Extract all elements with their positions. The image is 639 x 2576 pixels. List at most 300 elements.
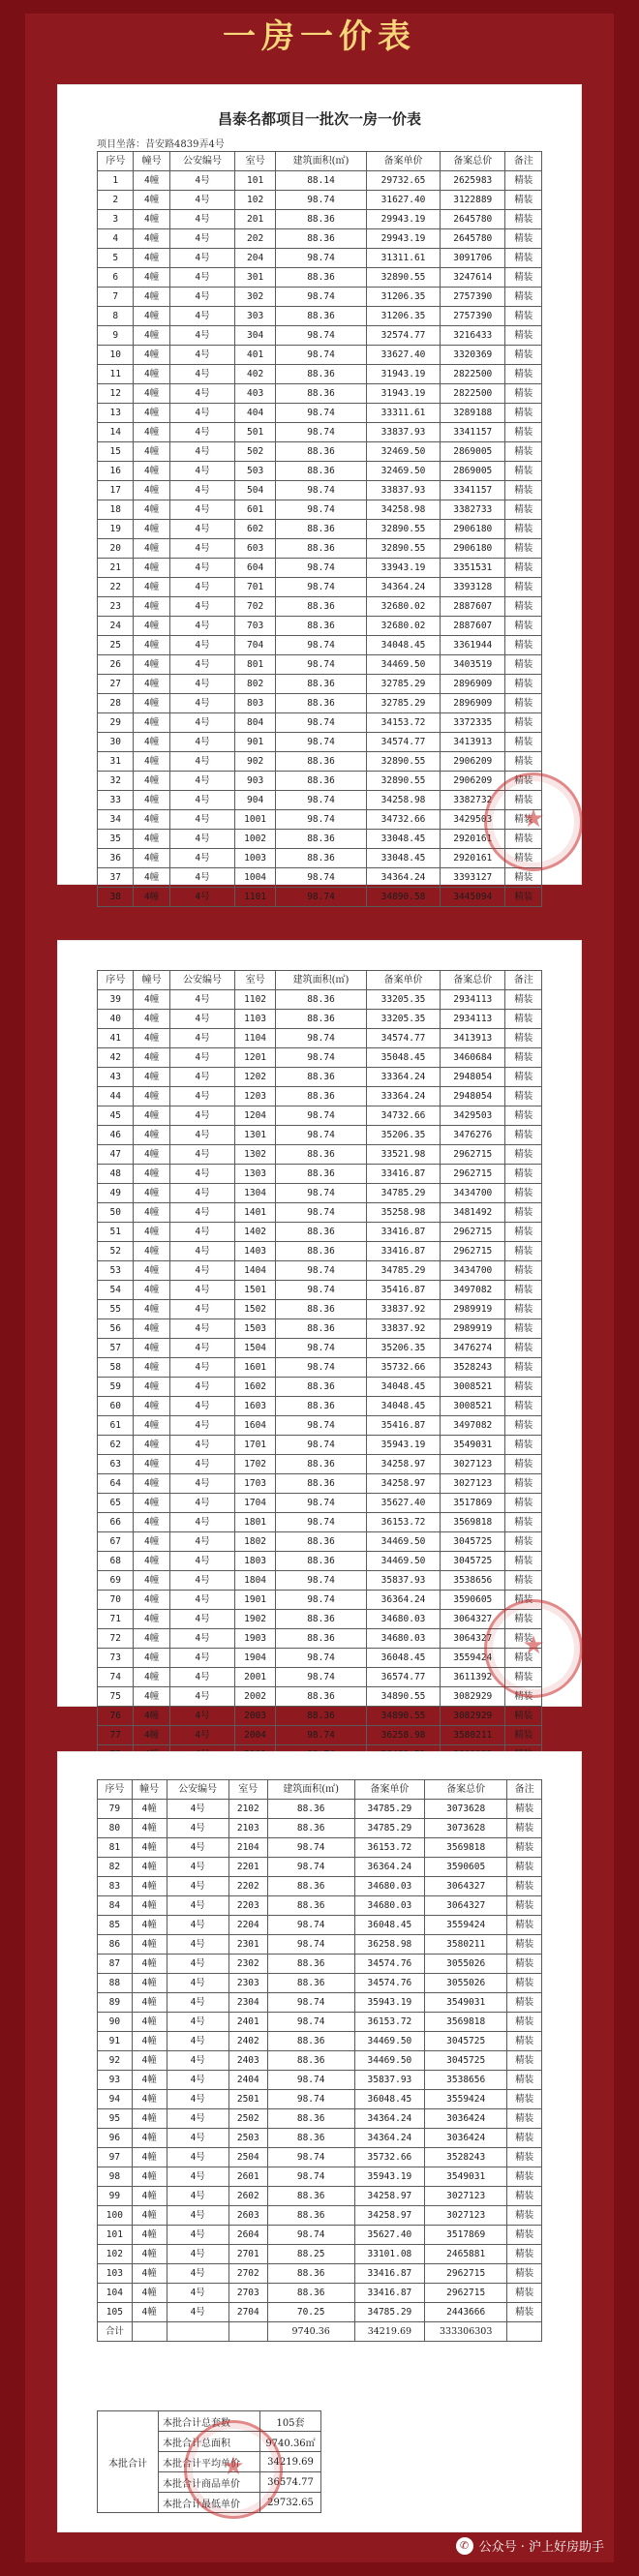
table-cell: 4幢: [134, 1145, 169, 1165]
table-cell: 4号: [169, 442, 234, 462]
table-cell: 303: [235, 307, 276, 326]
table-cell: 精装: [505, 326, 542, 346]
table-cell: 34574.76: [354, 1955, 425, 1974]
table-cell: 精装: [505, 1649, 542, 1668]
table-cell: 33943.19: [367, 559, 441, 578]
table-cell: 34153.72: [367, 713, 441, 733]
table-cell: 1702: [235, 1455, 276, 1474]
table-cell: 98.74: [275, 288, 366, 307]
table-cell: 2934113: [441, 990, 505, 1010]
table-cell: 精装: [505, 288, 542, 307]
table-cell: 1601: [235, 1358, 276, 1378]
official-seal: [184, 2420, 283, 2519]
table-cell: 1203: [235, 1087, 276, 1106]
table-cell: 504: [235, 481, 276, 500]
table-cell: 403: [235, 384, 276, 404]
table-cell: 1001: [235, 810, 276, 830]
summary-row-header: 本批合计: [98, 2411, 159, 2513]
table-cell: 4幢: [132, 2284, 167, 2303]
table-cell: 4幢: [132, 1819, 167, 1838]
table-cell: 2402: [228, 2032, 267, 2051]
table-cell: 36258.98: [367, 1726, 441, 1745]
table-cell: 4幢: [134, 1513, 169, 1532]
table-cell: 3497082: [441, 1281, 505, 1300]
table-row: [98, 520, 542, 539]
table-cell: 98.74: [275, 636, 366, 655]
table-cell: 43: [98, 1068, 134, 1087]
table-cell: 精装: [505, 384, 542, 404]
table-cell: 94: [98, 2090, 133, 2109]
table-cell: 3590605: [441, 1591, 505, 1610]
table-cell: 4幢: [132, 1877, 167, 1896]
table-cell: 2962715: [425, 2264, 507, 2284]
table-cell: 88.36: [267, 1819, 354, 1838]
table-cell: 4号: [169, 1416, 234, 1436]
table-cell: 98.74: [267, 1838, 354, 1858]
table-cell: 3341157: [441, 481, 505, 500]
table-cell: 3580211: [441, 1726, 505, 1745]
table-cell: 29: [98, 713, 134, 733]
table-row: [98, 791, 542, 810]
table-cell: 精装: [507, 1916, 542, 1935]
table-cell: 88.36: [275, 1242, 366, 1261]
table-cell: 34469.50: [367, 655, 441, 675]
table-cell: 32890.55: [367, 520, 441, 539]
table-cell: 4号: [169, 1010, 234, 1029]
column-header: 室号: [235, 152, 276, 171]
table-row: [98, 1687, 542, 1707]
table-cell: 16: [98, 462, 134, 481]
table-cell: 1304: [235, 1184, 276, 1203]
table-cell: 4幢: [134, 1339, 169, 1358]
table-cell: 88.36: [275, 365, 366, 384]
table-cell: 3460684: [441, 1048, 505, 1068]
table-cell: 4幢: [134, 442, 169, 462]
column-header: 公安编号: [167, 1780, 228, 1800]
table-cell: 82: [98, 1858, 133, 1877]
table-cell: 33416.87: [354, 2284, 425, 2303]
table-cell: 88.36: [267, 2032, 354, 2051]
table-cell: 27: [98, 675, 134, 694]
table-row: [98, 578, 542, 597]
table-cell: 2303: [228, 1974, 267, 1993]
table-cell: 36574.77: [367, 1668, 441, 1687]
table-cell: 74: [98, 1668, 134, 1687]
table-cell: 3045725: [425, 2032, 507, 2051]
table-cell: 35732.66: [367, 1358, 441, 1378]
table-cell: 1402: [235, 1223, 276, 1242]
table-cell: 3549031: [425, 1993, 507, 2013]
table-cell: 1703: [235, 1474, 276, 1494]
table-cell: 33521.98: [367, 1145, 441, 1165]
table-cell: 34890.55: [367, 1687, 441, 1707]
table-cell: 精装: [505, 752, 542, 772]
table-cell: 精装: [505, 1010, 542, 1029]
table-cell: 34258.97: [367, 1474, 441, 1494]
table-row: [98, 772, 542, 791]
table-cell: 3036424: [425, 2109, 507, 2129]
table-row: [98, 1571, 542, 1591]
table-cell: 88.36: [267, 2187, 354, 2206]
table-cell: 1704: [235, 1494, 276, 1513]
table-cell: 精装: [507, 2226, 542, 2245]
table-cell: 3549031: [425, 2167, 507, 2187]
table-cell: 1504: [235, 1339, 276, 1358]
table-cell: 31943.19: [367, 365, 441, 384]
table-row: [98, 1513, 542, 1532]
table-cell: 4号: [169, 990, 234, 1010]
table-row: [98, 1726, 542, 1745]
table-cell: 精装: [505, 1668, 542, 1687]
table-cell: 3476274: [441, 1339, 505, 1358]
summary-value: 34219.69: [260, 2452, 321, 2472]
table-cell: 98.74: [267, 2167, 354, 2187]
table-cell: 98.74: [275, 249, 366, 268]
table-cell: 精装: [505, 1436, 542, 1455]
table-cell: 3351531: [441, 559, 505, 578]
table-cell: 37: [98, 868, 134, 888]
table-cell: 4号: [169, 578, 234, 597]
table-cell: 4号: [169, 1068, 234, 1087]
table-cell: 3320369: [441, 346, 505, 365]
table-row: [98, 830, 542, 849]
summary-value: 36574.77: [260, 2472, 321, 2493]
table-cell: 4号: [169, 1397, 234, 1416]
table-cell: 501: [235, 423, 276, 442]
table-cell: 98.74: [275, 888, 366, 907]
table-cell: 4幢: [134, 1029, 169, 1048]
table-cell: 4号: [169, 675, 234, 694]
table-cell: 精装: [507, 2013, 542, 2032]
table-cell: 1: [98, 171, 134, 191]
table-cell: 精装: [505, 694, 542, 713]
table-cell: 精装: [505, 1378, 542, 1397]
table-cell: 4号: [169, 830, 234, 849]
table-row: [98, 1629, 542, 1649]
table-cell: 33416.87: [367, 1242, 441, 1261]
table-cell: 12: [98, 384, 134, 404]
page-title: 一房一价表: [223, 17, 416, 56]
table-row: [98, 1010, 542, 1029]
table-cell: 4幢: [134, 346, 169, 365]
table-cell: 精装: [505, 597, 542, 617]
table-cell: 34048.45: [367, 636, 441, 655]
table-cell: 22: [98, 578, 134, 597]
table-row: [98, 404, 542, 423]
table-cell: 104: [98, 2284, 133, 2303]
table-cell: 4幢: [134, 404, 169, 423]
table-cell: 88.36: [275, 1068, 366, 1087]
table-cell: 88.36: [275, 597, 366, 617]
table-cell: 98: [98, 2167, 133, 2187]
summary-label: 本批合计最低单价: [159, 2493, 260, 2513]
table-cell: 57: [98, 1339, 134, 1358]
table-cell: 3341157: [441, 423, 505, 442]
table-cell: 4幢: [132, 2167, 167, 2187]
table-cell: 23: [98, 597, 134, 617]
table-cell: 3569818: [441, 1513, 505, 1532]
table-cell: 1902: [235, 1610, 276, 1629]
table-cell: 56: [98, 1319, 134, 1339]
table-cell: 33205.35: [367, 990, 441, 1010]
table-cell: 1502: [235, 1300, 276, 1319]
table-cell: 77: [98, 1726, 134, 1745]
table-cell: 4号: [169, 1532, 234, 1552]
table-cell: 88.36: [275, 1629, 366, 1649]
table-row: [98, 597, 542, 617]
table-cell: 精装: [505, 1087, 542, 1106]
table-cell: 13: [98, 404, 134, 423]
table-cell: 1701: [235, 1436, 276, 1455]
table-cell: 98.74: [275, 578, 366, 597]
table-cell: 96: [98, 2129, 133, 2148]
column-header: 公安编号: [169, 152, 234, 171]
table-cell: 精装: [505, 268, 542, 288]
summary-value: 29732.65: [260, 2493, 321, 2513]
table-cell: 4幢: [134, 617, 169, 636]
table-cell: 9: [98, 326, 134, 346]
table-cell: 35943.19: [354, 2167, 425, 2187]
table-cell: 精装: [505, 1358, 542, 1378]
table-cell: 2702: [228, 2264, 267, 2284]
table-cell: 4号: [167, 1955, 228, 1974]
column-header: 备案总价: [441, 971, 505, 990]
table-cell: 33416.87: [367, 1223, 441, 1242]
table-cell: 2645780: [441, 229, 505, 249]
table-cell: 101: [235, 171, 276, 191]
table-cell: 62: [98, 1436, 134, 1455]
table-cell: 4幢: [134, 1165, 169, 1184]
table-row: [98, 442, 542, 462]
table-cell: 304: [235, 326, 276, 346]
table-cell: 1202: [235, 1068, 276, 1087]
table-cell: 4幢: [132, 2148, 167, 2167]
table-cell: 88.36: [275, 1474, 366, 1494]
column-header: 幢号: [134, 971, 169, 990]
table-cell: 4号: [167, 1877, 228, 1896]
table-cell: 79: [98, 1800, 133, 1819]
table-cell: 4幢: [134, 1416, 169, 1436]
table-cell: 3517869: [425, 2226, 507, 2245]
table-cell: 1802: [235, 1532, 276, 1552]
table-cell: 85: [98, 1916, 133, 1935]
table-row: [98, 2187, 542, 2206]
table-cell: 34469.50: [354, 2051, 425, 2071]
table-cell: 1603: [235, 1397, 276, 1416]
summary-value: 9740.36㎡: [260, 2432, 321, 2452]
table-cell: 90: [98, 2013, 133, 2032]
table-cell: 4号: [169, 1281, 234, 1300]
table-cell: 34258.97: [354, 2187, 425, 2206]
table-cell: 2934113: [441, 1010, 505, 1029]
table-cell: 34364.24: [367, 578, 441, 597]
table-cell: 33416.87: [354, 2264, 425, 2284]
table-cell: 88.36: [275, 1223, 366, 1242]
table-cell: 88.36: [275, 442, 366, 462]
table-cell: 4号: [167, 2206, 228, 2226]
table-cell: 34732.66: [367, 810, 441, 830]
table-cell: 精装: [507, 2303, 542, 2322]
table-cell: 1302: [235, 1145, 276, 1165]
table-cell: 33837.93: [367, 481, 441, 500]
table-cell: 98.74: [275, 655, 366, 675]
table-cell: 2962715: [425, 2284, 507, 2303]
table-cell: 4幢: [134, 423, 169, 442]
table-cell: 604: [235, 559, 276, 578]
table-cell: 1503: [235, 1319, 276, 1339]
table-cell: 精装: [505, 559, 542, 578]
table-cell: 4号: [169, 636, 234, 655]
table-cell: 3559424: [441, 1649, 505, 1668]
table-cell: 精装: [505, 1223, 542, 1242]
table-cell: 精装: [507, 2071, 542, 2090]
table-cell: 精装: [507, 2245, 542, 2264]
table-row: [98, 1029, 542, 1048]
table-cell: 4幢: [132, 1858, 167, 1877]
table-cell: 98.74: [275, 1416, 366, 1436]
table-cell: 4号: [169, 1223, 234, 1242]
table-cell: 88.36: [275, 830, 366, 849]
table-cell: 34732.66: [367, 1106, 441, 1126]
column-header: 备案总价: [441, 152, 505, 171]
table-cell: 102: [235, 191, 276, 210]
table-cell: 3372335: [441, 713, 505, 733]
table-cell: 精装: [507, 1993, 542, 2013]
table-cell: 35837.93: [354, 2071, 425, 2090]
table-cell: 88.36: [275, 752, 366, 772]
table-cell: 4幢: [134, 1106, 169, 1126]
table-cell: 33311.61: [367, 404, 441, 423]
table-cell: 2887607: [441, 597, 505, 617]
table-cell: 80: [98, 1819, 133, 1838]
table-row: [98, 2013, 542, 2032]
table-cell: 精装: [507, 2264, 542, 2284]
table-cell: 88.36: [275, 384, 366, 404]
table-cell: 3122889: [441, 191, 505, 210]
table-cell: 33048.45: [367, 849, 441, 868]
table-cell: 4幢: [134, 713, 169, 733]
table-cell: 2989919: [441, 1319, 505, 1339]
table-cell: 4幢: [134, 210, 169, 229]
table-cell: 4号: [169, 1726, 234, 1745]
table-row: [98, 1261, 542, 1281]
table-cell: 603: [235, 539, 276, 559]
table-cell: 4号: [169, 404, 234, 423]
table-cell: 2002: [235, 1687, 276, 1707]
table-cell: 58: [98, 1358, 134, 1378]
table-cell: 4号: [169, 772, 234, 791]
table-cell: 88.36: [275, 462, 366, 481]
table-cell: 4幢: [134, 849, 169, 868]
table-cell: 35943.19: [354, 1993, 425, 2013]
table-cell: 88.36: [275, 1610, 366, 1629]
table-cell: 精装: [505, 249, 542, 268]
table-cell: 32785.29: [367, 675, 441, 694]
table-cell: 4号: [169, 1106, 234, 1126]
table-cell: 802: [235, 675, 276, 694]
table-cell: 2869005: [441, 442, 505, 462]
table-row: [98, 1145, 542, 1165]
table-row: [98, 365, 542, 384]
footer: [456, 2536, 604, 2555]
table-cell: 2962715: [441, 1242, 505, 1261]
table-cell: 3073628: [425, 1819, 507, 1838]
table-cell: 33048.45: [367, 830, 441, 849]
table-cell: 1803: [235, 1552, 276, 1571]
table-row: [98, 1378, 542, 1397]
table-cell: 4号: [169, 1668, 234, 1687]
table-cell: 精装: [505, 617, 542, 636]
table-cell: 88.36: [267, 1974, 354, 1993]
table-cell: 2004: [235, 1726, 276, 1745]
table-cell: 88.14: [275, 171, 366, 191]
table-row: [98, 1203, 542, 1223]
table-cell: 4幢: [134, 1552, 169, 1571]
table-cell: 2003: [235, 1707, 276, 1726]
table-cell: 4号: [169, 1358, 234, 1378]
table-cell: 1602: [235, 1378, 276, 1397]
table-cell: 4号: [169, 752, 234, 772]
table-cell: 4幢: [134, 772, 169, 791]
column-header: 备案单价: [367, 152, 441, 171]
table-row: [98, 1896, 542, 1916]
table-cell: 4幢: [134, 1571, 169, 1591]
table-cell: 34364.24: [354, 2109, 425, 2129]
table-cell: 83: [98, 1877, 133, 1896]
table-cell: 36153.72: [354, 1838, 425, 1858]
table-row: [98, 500, 542, 520]
table-cell: 88.36: [275, 1455, 366, 1474]
column-header: 幢号: [134, 152, 169, 171]
table-cell: 50: [98, 1203, 134, 1223]
table-cell: 32: [98, 772, 134, 791]
table-cell: 4幢: [134, 191, 169, 210]
table-cell: 88.36: [275, 1319, 366, 1339]
table-cell: 2822500: [441, 384, 505, 404]
table-row: [98, 2148, 542, 2167]
table-cell: 精装: [505, 462, 542, 481]
table-cell: 3027123: [425, 2187, 507, 2206]
table-cell: 精装: [505, 1242, 542, 1261]
table-cell: 204: [235, 249, 276, 268]
table-cell: 4号: [169, 1436, 234, 1455]
table-row: [98, 559, 542, 578]
table-cell: 4号: [169, 1184, 234, 1203]
table-cell: 精装: [507, 2206, 542, 2226]
summary-label: 本批合计总面积: [159, 2432, 260, 2452]
table-cell: 34785.29: [354, 1800, 425, 1819]
table-cell: 89: [98, 1993, 133, 2013]
table-cell: 33627.40: [367, 346, 441, 365]
table-cell: 34048.45: [367, 1397, 441, 1416]
table-cell: 2403: [228, 2051, 267, 2071]
table-cell: 34364.24: [354, 2129, 425, 2148]
table-cell: 34890.55: [367, 1707, 441, 1726]
table-cell: 3027123: [441, 1474, 505, 1494]
table-cell: 精装: [505, 1029, 542, 1048]
table-cell: 302: [235, 288, 276, 307]
table-cell: 38: [98, 888, 134, 907]
table-row: [98, 268, 542, 288]
table-cell: 精装: [505, 1494, 542, 1513]
table-cell: 3082929: [441, 1707, 505, 1726]
column-header: 建筑面积(㎡): [267, 1780, 354, 1800]
table-cell: 4幢: [134, 1649, 169, 1668]
table-cell: 98.74: [275, 1106, 366, 1126]
table-cell: 4: [98, 229, 134, 249]
table-cell: 35837.93: [367, 1571, 441, 1591]
table-cell: 34680.03: [367, 1610, 441, 1629]
